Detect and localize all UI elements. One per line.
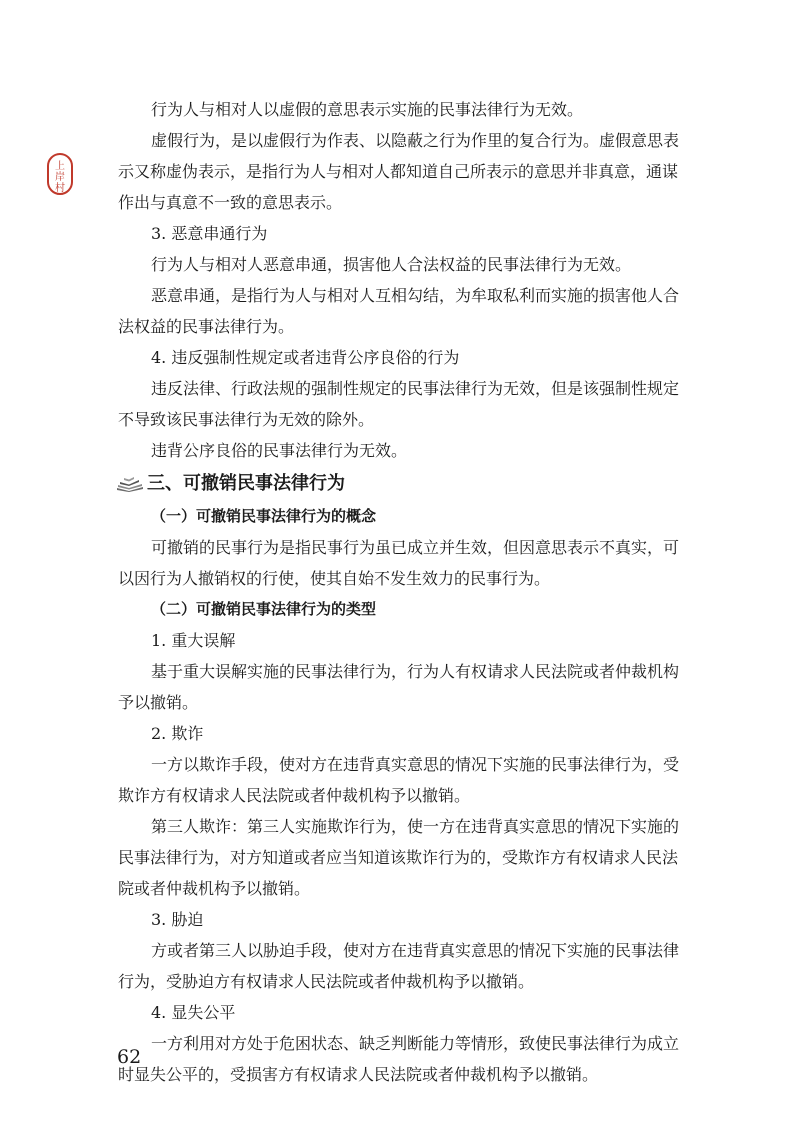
book-stack-icon [115, 476, 145, 492]
section-heading-text: 三、可撤销民事法律行为 [147, 473, 345, 494]
publisher-seal [46, 152, 74, 196]
paragraph-line: 予以撤销。 [118, 693, 199, 712]
paragraph-line: 1. 重大误解 [151, 631, 236, 650]
paragraph-line: 欺诈方有权请求人民法院或者仲裁机构予以撤销。 [118, 786, 471, 805]
svg-text:村: 村 [55, 183, 65, 194]
paragraph-line: 民事法律行为，对方知道或者应当知道该欺诈行为的，受欺诈方有权请求人民法 [118, 848, 679, 867]
paragraph-line: 时显失公平的，受损害方有权请求人民法院或者仲裁机构予以撤销。 [118, 1065, 599, 1084]
paragraph-line: 违背公序良俗的民事法律行为无效。 [151, 441, 408, 460]
paragraph-line: 违反法律、行政法规的强制性规定的民事法律行为无效，但是该强制性规定 [151, 379, 680, 398]
section-heading [115, 466, 702, 501]
svg-text:上: 上 [55, 161, 65, 172]
paragraph-line: 可撤销的民事行为是指民事行为虽已成立并生效，但因意思表示不真实，可 [151, 538, 680, 557]
paragraph-line: 基于重大误解实施的民事法律行为，行为人有权请求人民法院或者仲裁机构 [151, 662, 680, 681]
paragraph-line: 以因行为人撤销权的行使，使其自始不发生效力的民事行为。 [118, 569, 551, 588]
seal-icon [46, 152, 74, 196]
paragraph-line: 2. 欺诈 [151, 724, 204, 743]
paragraph-line: 行为，受胁迫方有权请求人民法院或者仲裁机构予以撤销。 [118, 972, 535, 991]
paragraph-line: 一方以欺诈手段，使对方在违背真实意思的情况下实施的民事法律行为，受 [151, 755, 680, 774]
paragraph-line: 虚假行为，是以虚假行为作表、以隐蔽之行为作里的复合行为。虚假意思表 [151, 131, 680, 150]
paragraph-line: 不导致该民事法律行为无效的除外。 [118, 410, 375, 429]
subsection-heading: （一）可撤销民事法律行为的概念 [151, 507, 377, 525]
paragraph-line: 示又称虚伪表示，是指行为人与相对人都知道自己所表示的意思并非真意，通谋 [118, 162, 679, 181]
paragraph-line: 恶意串通，是指行为人与相对人互相勾结，为牟取私利而实施的损害他人合 [151, 286, 680, 305]
paragraph-line: 院或者仲裁机构予以撤销。 [118, 879, 311, 898]
paragraph-line: 4. 显失公平 [151, 1003, 236, 1022]
page-number: 62 [117, 1046, 142, 1068]
svg-text:岸: 岸 [55, 172, 65, 183]
paragraph-line: 3. 恶意串通行为 [151, 224, 268, 243]
subsection-heading: （二）可撤销民事法律行为的类型 [151, 600, 377, 618]
paragraph-line: 方或者第三人以胁迫手段，使对方在违背真实意思的情况下实施的民事法律 [151, 941, 680, 960]
paragraph-line: 行为人与相对人以虚假的意思表示实施的民事法律行为无效。 [151, 100, 584, 119]
paragraph-line: 一方利用对方处于危困状态、缺乏判断能力等情形，致使民事法律行为成立 [151, 1034, 680, 1053]
paragraph-line: 行为人与相对人恶意串通，损害他人合法权益的民事法律行为无效。 [151, 255, 632, 274]
page-body [118, 94, 702, 1090]
paragraph-line: 4. 违反强制性规定或者违背公序良俗的行为 [151, 348, 460, 367]
paragraph-line: 3. 胁迫 [151, 910, 204, 929]
paragraph-line: 第三人欺诈：第三人实施欺诈行为，使一方在违背真实意思的情况下实施的 [151, 817, 680, 836]
paragraph-line: 作出与真意不一致的意思表示。 [118, 193, 343, 212]
paragraph-line: 法权益的民事法律行为。 [118, 317, 295, 336]
